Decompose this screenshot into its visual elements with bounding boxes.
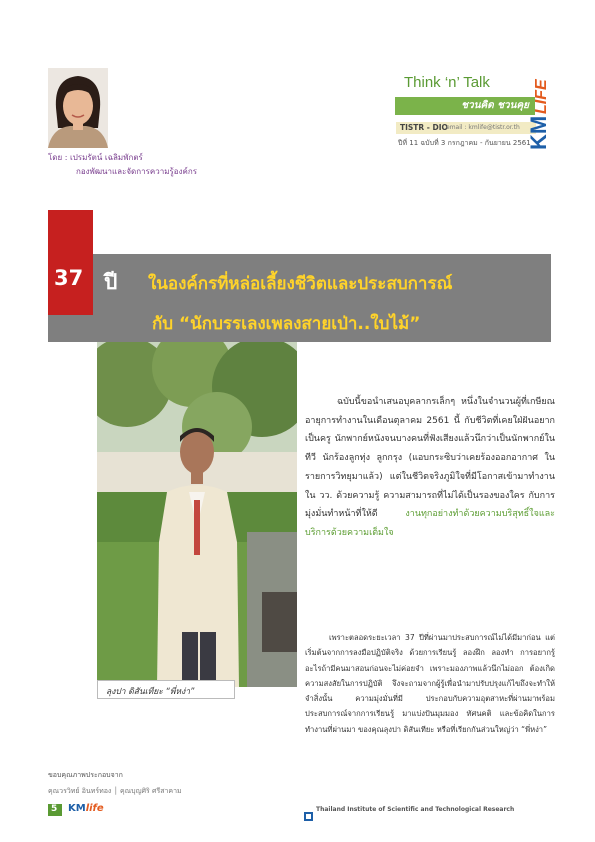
body-paragraph — [305, 630, 555, 737]
photo-credit-label: ขอบคุณภาพประกอบจาก — [48, 771, 123, 779]
photo-credit-names: คุณวรวิทย์ อินทร์ทอง │ คุณบุญศิริ ศรีสาคาม — [48, 787, 182, 795]
photo-caption: ลุงปา ดิสันเทียะ “พี่หง่า” — [106, 687, 195, 697]
author-byline: โดย : เปรมรัตน์ เฉลิมพักตร์ — [48, 153, 143, 162]
author-portrait-image — [48, 68, 108, 148]
footer-logo-km: KM — [68, 803, 86, 814]
footer-logo-life: life — [85, 803, 104, 814]
title-number: 37 — [54, 266, 84, 290]
photo-caption-box — [97, 680, 235, 699]
intro-paragraph — [305, 393, 555, 543]
title-line-1: ในองค์กรที่หล่อเลี้ยงชีวิตและประสบการณ์ — [148, 274, 453, 294]
column-subtitle: ชวนคิด ชวนคุย — [461, 100, 529, 111]
footer-institute-name: Thailand Institute of Scientific and Technological Research — [316, 806, 515, 813]
title-accent-block — [48, 210, 93, 315]
column-subtitle-bar — [395, 97, 535, 115]
title-line-2: กับ “นักบรรเลงเพลงสายเป่า..ใบไม้” — [152, 314, 421, 334]
author-department: กองพัฒนาและจัดการความรู้องค์กร — [76, 167, 197, 176]
intro-highlight: งานทุกอย่างทำด้วยความบริสุทธิ์ใจและบริการด้วยความเต็มใจ — [305, 509, 555, 538]
author-photo — [48, 68, 108, 148]
column-title: Think ‘n’ Talk — [404, 74, 490, 91]
km-life-logo-vertical — [526, 40, 552, 152]
main-photo — [97, 342, 297, 687]
page-number: 5 — [51, 804, 58, 814]
contact-email: email : kmlife@tistr.or.th — [446, 124, 520, 131]
km-life-logo-icon — [526, 40, 552, 152]
intro-text: ฉบับนี้ขอนำเสนอบุคลากรเล็กๆ หนึ่งในจำนวนผู้ที่เกษียณอายุการทำงานในเดือนตุลาคม 2561 นี้ กับชีวิตที่เคยใฝ่ฝันอยากเป็นครู นักพากย์หนังจนบางคนที่ฟังเสียงแล้วนึกว่าเป็นนักพากย์ในทีวี นักร้องลูกทุ่ง ลูกกรุง (แอบกระซิบว่าเคยร้องออกอากาศ ในรายการวิทยุมาแล้ว) แต่ในชีวิตจริงภูมิใจที่มีโอกาสเข้ามาทำงานใน วว. ด้วยความรู้ ความสามารถที่ไม่ได้เป็นรองของใคร กับการมุ่งมั่นทำหน้าที่ให้ดี — [305, 397, 555, 520]
title-unit: ปี — [104, 270, 118, 294]
issue-info: ปีที่ 11 ฉบับที่ 3 กรกฎาคม - กันยายน 2561 — [398, 139, 531, 147]
portrait-photo-illustration — [97, 342, 297, 687]
svg-text:LIFE: LIFE — [533, 79, 550, 114]
org-name: TISTR - DIO — [400, 123, 448, 132]
body-text: เพราะตลอดระยะเวลา 37 ปีที่ผ่านมาประสบการณ์ไม่ได้มีมาก่อน แต่เริ่มต้นจากการลงมือปฏิบัติจริง ด้วยการเรียนรู้ ลองฝึก ลองทำ การอยากรู้อะไรถ้ามีคนมาสอนก่อนจะไม่ค่อยจำ เพราะมองภาพแล้วนึกไม่ออก ต้องเกิดความสงสัยในการปฏิบัติ จึงจะถามจากผู้รู้เพื่อนำมาปรับปรุงแก้ไขถึงจะทำให้จำสิ่งนั้น ความมุ่งมั่นที่มี ประกอบกับความอุตสาหะที่ผ่านมาพร้อมประสบการณ์จากการเรียนรู้ มาแบ่งปันมุมมอง ทัศนคติ และข้อคิดในการทำงานที่ผ่านมา ของคุณลุงปา ดิสันเทียะ หรือที่เรียกกันส่วนใหญ่ว่า “พี่หง่า” — [305, 633, 555, 734]
institute-logo-icon — [304, 806, 313, 815]
footer-km-life-logo — [68, 803, 104, 814]
institute-emblem-icon — [304, 812, 313, 821]
svg-text:KM: KM — [526, 115, 551, 150]
org-strip — [396, 122, 536, 134]
